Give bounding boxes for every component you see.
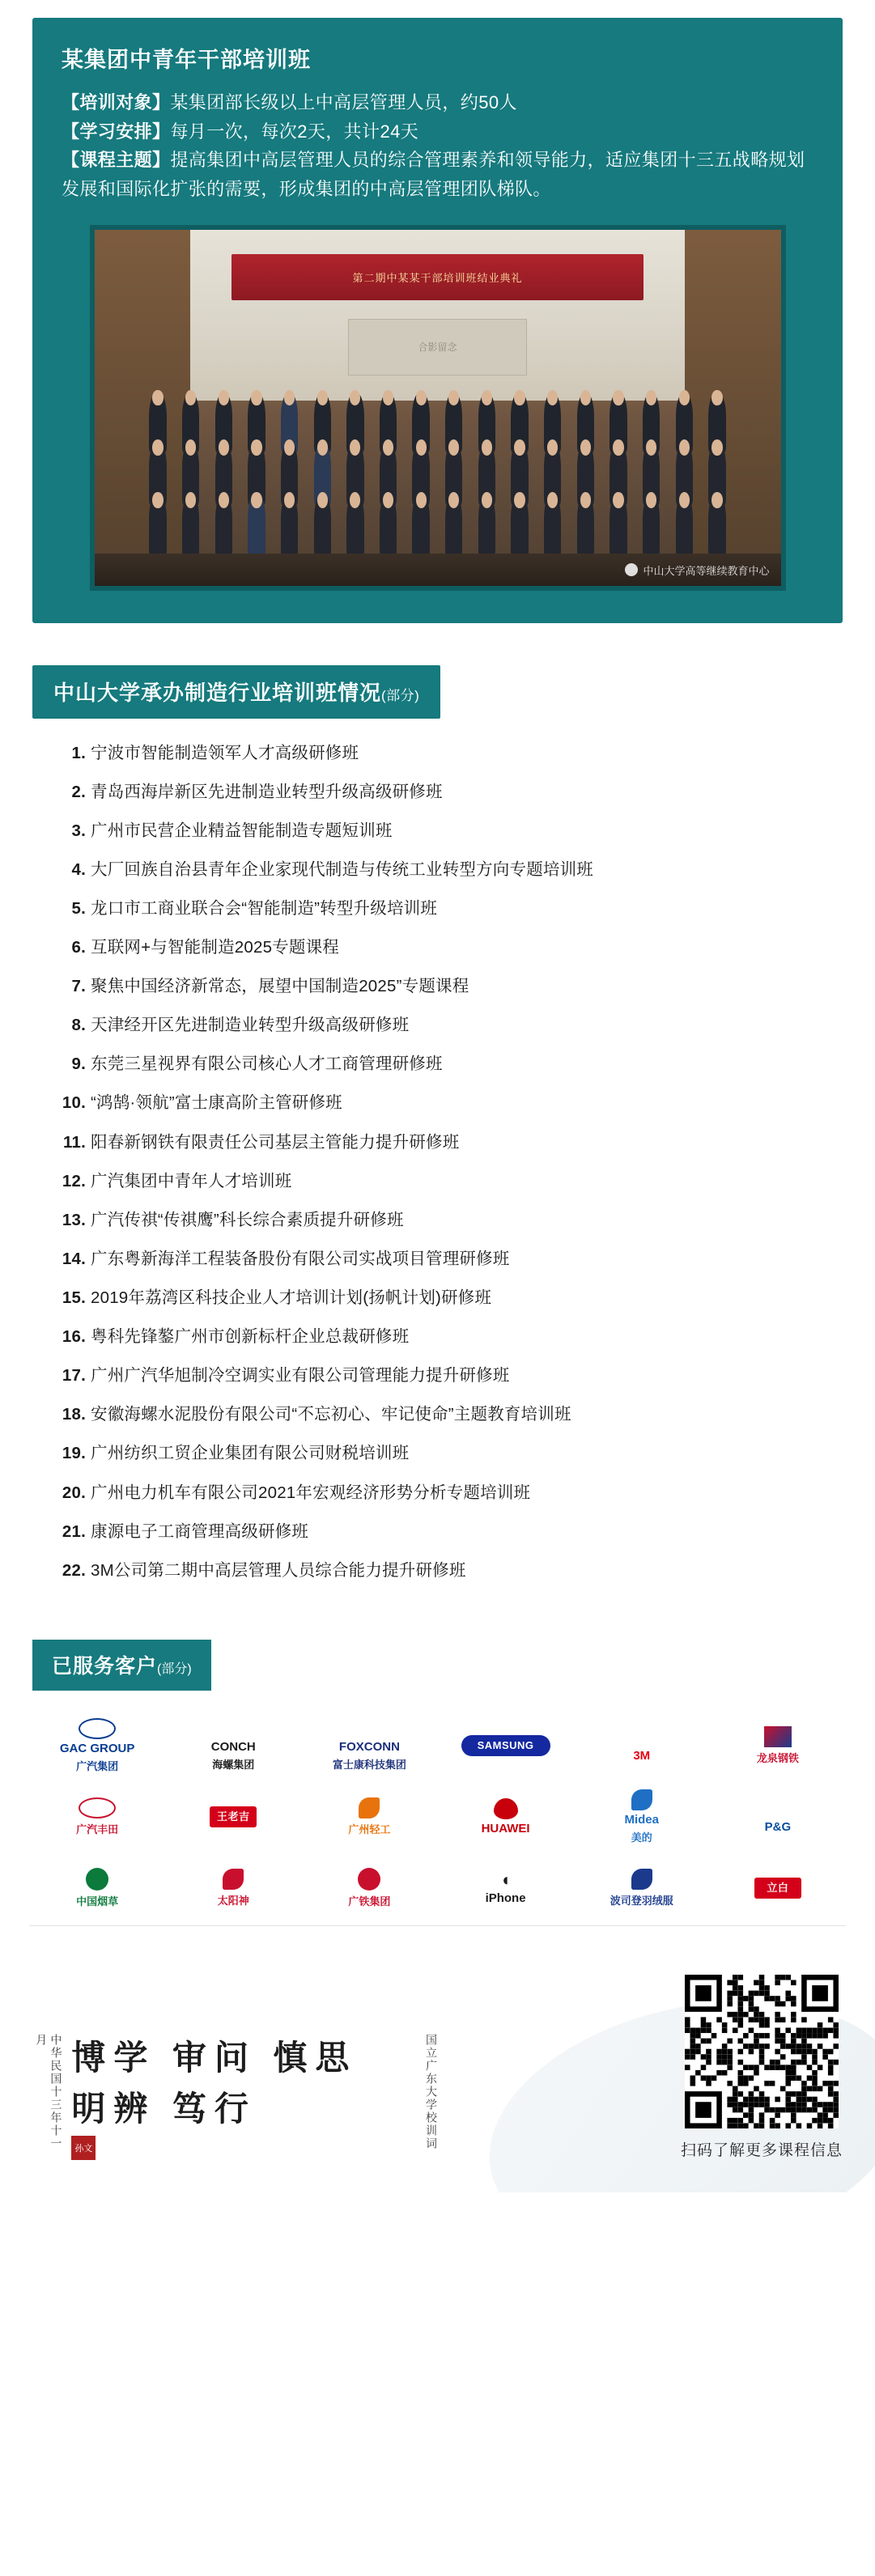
- list-item-number: 4.: [71, 859, 86, 879]
- client-logo: [165, 1783, 301, 1851]
- list-item-label: 天津经开区先进制造业转型升级高级研修班: [91, 1016, 410, 1035]
- client-logo-mark-icon: [86, 1868, 108, 1891]
- client-logo-mark-icon: [79, 1718, 116, 1739]
- list-item-number: 11.: [63, 1132, 86, 1152]
- courses-section-header: [32, 665, 440, 719]
- divider: [29, 1925, 846, 1926]
- list-item-number: 7.: [71, 977, 86, 996]
- list-item-label: 安徽海螺水泥股份有限公司“不忘初心、牢记使命”主题教育培训班: [91, 1405, 571, 1424]
- client-logo: [165, 1854, 301, 1922]
- list-item-number: 14.: [62, 1249, 86, 1268]
- client-logo-mark-icon: SAMSUNG: [461, 1735, 550, 1756]
- client-logo-name-en: 3M: [633, 1748, 651, 1763]
- list-item-number: 18.: [62, 1405, 86, 1424]
- client-logo-mark-icon: [359, 1797, 380, 1818]
- list-item: [55, 858, 833, 881]
- client-logo-mark-icon: [631, 1869, 652, 1890]
- list-item: [55, 897, 833, 920]
- client-logo: [29, 1783, 165, 1851]
- clients-section-title: 已服务客户: [52, 1654, 158, 1678]
- list-item-number: 5.: [71, 898, 86, 918]
- client-logo-name-en: CONCH: [210, 1739, 256, 1754]
- client-logo-name-cn: 太阳神: [217, 1894, 249, 1907]
- list-item: [55, 1520, 833, 1543]
- calligraphy-motto: 博学 审问 慎思 明辨 笃行: [71, 2039, 358, 2128]
- client-logo: [574, 1783, 710, 1851]
- list-item: [55, 1286, 833, 1309]
- clients-section-subtitle: (部分): [157, 1661, 192, 1676]
- list-item-number: 16.: [62, 1327, 86, 1347]
- photo-screen: 合影留念: [348, 319, 526, 376]
- list-item-label: “鸿鹄·领航”富士康高阶主管研修班: [91, 1093, 342, 1113]
- client-logo: [165, 1712, 301, 1780]
- list-item-number: 2.: [71, 782, 86, 801]
- photo-crowd: [149, 393, 725, 557]
- client-logo-mark-icon: 立白: [754, 1878, 801, 1899]
- crowd-row: [149, 494, 725, 557]
- list-item: [55, 1441, 833, 1465]
- list-item-number: 6.: [71, 938, 86, 957]
- list-item-label: 广州市民营企业精益智能制造专题短训班: [91, 821, 393, 840]
- list-item-label: 龙口市工商业联合会“智能制造”转型升级培训班: [91, 898, 438, 918]
- client-logo: [438, 1712, 574, 1780]
- list-item: [55, 1559, 833, 1582]
- clients-section-header: [32, 1640, 211, 1691]
- list-item: [55, 1169, 833, 1193]
- client-logo-mark-icon: [494, 1798, 518, 1819]
- list-item: [55, 1481, 833, 1504]
- list-item: [55, 741, 833, 765]
- list-item-number: 17.: [62, 1366, 86, 1386]
- calligraphy-left-inscription: 中华民国十三年十一月: [34, 2033, 62, 2150]
- list-item: [55, 1325, 833, 1348]
- list-item: [55, 1052, 833, 1076]
- client-logo-name-cn: 波司登羽绒服: [610, 1894, 673, 1907]
- client-logo-name-en: Midea: [624, 1812, 659, 1827]
- list-item: [55, 1403, 833, 1426]
- client-logo: [574, 1854, 710, 1922]
- list-item: [55, 1013, 833, 1037]
- client-logo-name-cn: 海螺集团: [212, 1758, 255, 1771]
- client-logo-name-cn: 广汽集团: [76, 1759, 119, 1772]
- watermark-logo-icon: [625, 563, 638, 576]
- client-logo: [29, 1854, 165, 1922]
- list-item-label: 互联网+与智能制造2025专题课程: [91, 938, 339, 957]
- list-item: [55, 1364, 833, 1387]
- list-item-label: 广州广汽华旭制冷空调实业有限公司管理能力提升研修班: [91, 1366, 510, 1386]
- client-logo-grid: [29, 1712, 846, 1922]
- client-logo: [301, 1712, 437, 1780]
- client-logo-mark-icon: [223, 1869, 244, 1890]
- group-photo: [95, 230, 781, 586]
- course-list: [55, 741, 833, 1582]
- program-title: 某集团中青年干部培训班: [62, 48, 311, 72]
- list-item-number: 21.: [62, 1521, 86, 1541]
- client-logo-name-en: FOXCONN: [338, 1739, 400, 1754]
- client-logo-name-cn: 富士康科技集团: [332, 1758, 406, 1771]
- list-item-label: 广汽传祺“传祺鹰”科长综合素质提升研修班: [91, 1210, 404, 1229]
- list-item-number: 22.: [62, 1560, 86, 1580]
- list-item-number: 3.: [71, 821, 86, 840]
- courses-section-subtitle: (部分): [381, 687, 420, 703]
- list-item: [55, 936, 833, 959]
- list-item-label: 3M公司第二期中高层管理人员综合能力提升研修班: [91, 1560, 466, 1580]
- intro-label: 【培训对象】: [62, 92, 171, 112]
- qr-block: [681, 1975, 843, 2160]
- client-logo-name-cn: 广汽丰田: [76, 1823, 119, 1835]
- courses-section-title: 中山大学承办制造行业培训班情况: [53, 680, 382, 705]
- calligraphy-block: [32, 2034, 437, 2160]
- list-item-label: 阳春新钢铁有限责任公司基层主管能力提升研修班: [91, 1132, 460, 1152]
- client-logo-name-en: GAC GROUP: [59, 1741, 135, 1755]
- list-item-number: 15.: [62, 1288, 86, 1308]
- photo-banner: 第二期中某某干部培训班结业典礼: [231, 254, 644, 300]
- list-item-number: 13.: [62, 1210, 86, 1229]
- list-item-label: 粤科先锋鏊广州市创新标杆企业总裁研修班: [91, 1327, 410, 1347]
- client-logo: [438, 1783, 574, 1851]
- client-logo: [301, 1783, 437, 1851]
- poster-page: [0, 18, 875, 2192]
- client-logo-mark-icon: [764, 1726, 792, 1747]
- client-logo-name-cn: 龙泉钢铁: [756, 1751, 799, 1764]
- intro-label: 【学习安排】: [62, 121, 171, 142]
- client-logo-name-cn: 广铁集团: [348, 1895, 391, 1908]
- list-item: [55, 1091, 833, 1114]
- list-item-number: 12.: [62, 1171, 86, 1190]
- client-logo: [710, 1783, 846, 1851]
- intro-line: [62, 146, 813, 203]
- list-item-label: 2019年荔湾区科技企业人才培训计划(扬帆计划)研修班: [91, 1288, 492, 1308]
- intro-text: 某集团部长级以上中高层管理人员，约50人: [170, 92, 517, 112]
- list-item-label: 广州纺织工贸企业集团有限公司财税培训班: [91, 1444, 410, 1463]
- list-item: [55, 1131, 833, 1154]
- intro-line: [62, 117, 813, 146]
- list-item: [55, 819, 833, 842]
- list-item-label: 广东粤新海洋工程装备股份有限公司实战项目管理研修班: [91, 1249, 510, 1268]
- client-logo-name-en: iPhone: [485, 1891, 526, 1906]
- client-logo-mark-icon: 王老吉: [210, 1806, 257, 1827]
- list-item-label: 广汽集团中青年人才培训班: [91, 1171, 292, 1190]
- list-item: [55, 780, 833, 804]
- client-logo: [574, 1712, 710, 1780]
- intro-text: 提高集团中高层管理人员的综合管理素养和领导能力，适应集团十三五战略规划发展和国际化扩张的需要，形成集团的中高层管理团队梯队。: [62, 150, 805, 199]
- list-item: [55, 1247, 833, 1271]
- calligraphy-right-inscription: 国立广东大学校训词: [424, 2033, 436, 2150]
- client-logo-name-en: P&G: [764, 1819, 792, 1834]
- list-item-label: 康源电子工商管理高级研修班: [91, 1521, 309, 1541]
- client-logo-name-en: HUAWEI: [481, 1821, 530, 1835]
- seal-stamp: 孙文: [71, 2136, 96, 2160]
- list-item-label: 大厂回族自治县青年企业家现代制造与传统工业转型方向专题培训班: [91, 859, 593, 879]
- group-photo-frame: [90, 225, 786, 591]
- client-logo: [301, 1854, 437, 1922]
- intro-panel: [32, 18, 843, 623]
- client-logo: [710, 1712, 846, 1780]
- list-item-label: 聚焦中国经济新常态，展望中国制造2025”专题课程: [91, 977, 469, 996]
- client-logo-name-cn: 中国烟草: [76, 1895, 119, 1908]
- list-item-label: 广州电力机车有限公司2021年宏观经济形势分析专题培训班: [91, 1483, 531, 1502]
- list-item: [55, 1208, 833, 1232]
- client-logo: [438, 1854, 574, 1922]
- list-item-number: 1.: [71, 743, 86, 762]
- list-item-label: 东莞三星视界有限公司核心人才工商管理研修班: [91, 1055, 443, 1074]
- list-item-number: 9.: [71, 1055, 86, 1074]
- intro-label: 【课程主题】: [62, 150, 171, 171]
- client-logo: [710, 1854, 846, 1922]
- footer: [0, 1954, 875, 2192]
- qr-caption: 扫码了解更多课程信息: [680, 2141, 843, 2159]
- qr-code[interactable]: [685, 1975, 839, 2128]
- list-item-label: 青岛西海岸新区先进制造业转型升级高级研修班: [91, 782, 443, 801]
- watermark-text: 中山大学高等继续教育中心: [643, 564, 770, 577]
- client-logo-mark-icon: [358, 1868, 380, 1891]
- list-item-number: 20.: [62, 1483, 86, 1502]
- list-item-number: 19.: [62, 1444, 86, 1463]
- list-item-number: 10.: [62, 1093, 86, 1113]
- client-logo-name-cn: 广州轻工: [348, 1823, 391, 1835]
- client-logo-mark-icon: [631, 1789, 652, 1810]
- list-item-label: 宁波市智能制造领军人才高级研修班: [91, 743, 359, 762]
- photo-watermark: [625, 562, 769, 578]
- client-logo-mark-icon: [79, 1797, 116, 1818]
- intro-text: 每月一次，每次2天，共计24天: [170, 121, 419, 142]
- list-item: [55, 974, 833, 998]
- list-item-number: 8.: [71, 1016, 86, 1035]
- client-logo: [29, 1712, 165, 1780]
- intro-line: [62, 88, 813, 117]
- client-logo-name-cn: 美的: [631, 1831, 652, 1844]
- client-logo-mark-icon: ◖: [499, 1869, 512, 1891]
